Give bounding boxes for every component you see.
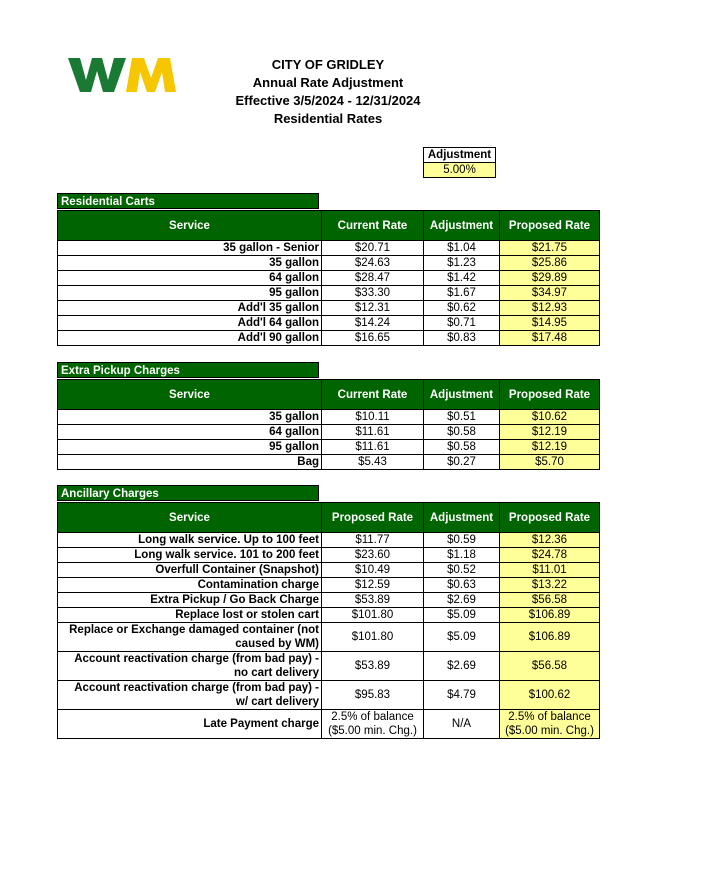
adjustment-cell: $1.67	[424, 286, 500, 301]
rate-cell: $53.89	[322, 593, 424, 608]
ancillary-section-title: Ancillary Charges	[57, 485, 319, 501]
extra-pickup-table	[57, 379, 600, 470]
residential-table	[57, 210, 600, 346]
table-row	[58, 563, 600, 578]
doc-title: Annual Rate Adjustment	[252, 75, 404, 90]
adjustment-cell: $0.51	[424, 410, 500, 425]
table-header-row	[58, 211, 600, 241]
proposed-rate-cell: $56.58	[500, 652, 600, 681]
table-row	[58, 548, 600, 563]
rate-cell: $101.80	[322, 608, 424, 623]
proposed-rate-cell: $106.89	[500, 623, 600, 652]
table-row	[58, 652, 600, 681]
service-cell: Add'l 35 gallon	[58, 301, 322, 316]
table-row	[58, 241, 600, 256]
table-row	[58, 440, 600, 455]
proposed-rate-cell: $11.01	[500, 563, 600, 578]
residential-section-title: Residential Carts	[57, 193, 319, 209]
column-header: Service	[58, 211, 322, 241]
rate-cell: $11.61	[322, 440, 424, 455]
table-row	[58, 710, 600, 739]
service-cell: Add'l 90 gallon	[58, 331, 322, 346]
proposed-rate-cell: $10.62	[500, 410, 600, 425]
table-row	[58, 425, 600, 440]
service-cell: Overfull Container (Snapshot)	[58, 563, 322, 578]
rate-cell: $24.63	[322, 256, 424, 271]
proposed-rate-cell: $13.22	[500, 578, 600, 593]
service-cell: Extra Pickup / Go Back Charge	[58, 593, 322, 608]
table-row	[58, 578, 600, 593]
table-row	[58, 455, 600, 470]
table-row	[58, 410, 600, 425]
logo-m	[126, 58, 176, 92]
adjustment-cell: $5.09	[424, 623, 500, 652]
adjustment-cell: $0.62	[424, 301, 500, 316]
logo-w	[68, 58, 126, 92]
service-cell: Late Payment charge	[58, 710, 322, 739]
adjustment-cell: $4.79	[424, 681, 500, 710]
proposed-rate-cell: $21.75	[500, 241, 600, 256]
rate-cell: $95.83	[322, 681, 424, 710]
adjustment-cell: $1.18	[424, 548, 500, 563]
service-cell: 95 gallon	[58, 440, 322, 455]
table-row	[58, 256, 600, 271]
rate-cell: $101.80	[322, 623, 424, 652]
table-row	[58, 623, 600, 652]
effective-dates: Effective 3/5/2024 - 12/31/2024	[235, 93, 421, 108]
adjustment-cell: $0.58	[424, 425, 500, 440]
proposed-rate-cell: $5.70	[500, 455, 600, 470]
table-row	[58, 271, 600, 286]
service-cell: Long walk service. 101 to 200 feet	[58, 548, 322, 563]
adjustment-cell: $0.71	[424, 316, 500, 331]
service-cell: 95 gallon	[58, 286, 322, 301]
adjustment-cell: $0.27	[424, 455, 500, 470]
adjustment-value: 5.00%	[424, 163, 496, 178]
table-header-row	[58, 380, 600, 410]
rate-cell: $20.71	[322, 241, 424, 256]
table-row	[58, 316, 600, 331]
proposed-rate-cell: $34.97	[500, 286, 600, 301]
proposed-rate-cell: $25.86	[500, 256, 600, 271]
rate-cell: $28.47	[322, 271, 424, 286]
proposed-rate-cell: $100.62	[500, 681, 600, 710]
table-row	[58, 286, 600, 301]
adjustment-cell: $0.83	[424, 331, 500, 346]
service-cell: Account reactivation charge (from bad pay) - no cart delivery	[58, 652, 322, 681]
wm-logo	[68, 58, 188, 92]
adjustment-cell: $5.09	[424, 608, 500, 623]
table-row	[58, 301, 600, 316]
proposed-rate-cell: 2.5% of balance ($5.00 min. Chg.)	[500, 710, 600, 739]
column-header: Proposed Rate	[500, 503, 600, 533]
proposed-rate-cell: $29.89	[500, 271, 600, 286]
rate-cell: $53.89	[322, 652, 424, 681]
rate-cell: $12.31	[322, 301, 424, 316]
rate-cell: $10.11	[322, 410, 424, 425]
rate-cell: 2.5% of balance ($5.00 min. Chg.)	[322, 710, 424, 739]
rate-cell: $11.61	[322, 425, 424, 440]
table-row	[58, 593, 600, 608]
proposed-rate-cell: $24.78	[500, 548, 600, 563]
proposed-rate-cell: $12.19	[500, 440, 600, 455]
service-cell: 64 gallon	[58, 425, 322, 440]
adjustment-cell: $2.69	[424, 652, 500, 681]
rate-category: Residential Rates	[273, 111, 383, 126]
proposed-rate-cell: $106.89	[500, 608, 600, 623]
adjustment-cell: $1.23	[424, 256, 500, 271]
adjustment-cell: N/A	[424, 710, 500, 739]
adjustment-cell: $1.04	[424, 241, 500, 256]
column-header: Adjustment	[424, 380, 500, 410]
table-row	[58, 533, 600, 548]
service-cell: Long walk service. Up to 100 feet	[58, 533, 322, 548]
adjustment-cell: $0.58	[424, 440, 500, 455]
rate-cell: $33.30	[322, 286, 424, 301]
column-header: Adjustment	[424, 211, 500, 241]
proposed-rate-cell: $12.19	[500, 425, 600, 440]
adjustment-cell: $0.59	[424, 533, 500, 548]
proposed-rate-cell: $14.95	[500, 316, 600, 331]
service-cell: Account reactivation charge (from bad pay) - w/ cart delivery	[58, 681, 322, 710]
adjustment-cell: $1.42	[424, 271, 500, 286]
proposed-rate-cell: $56.58	[500, 593, 600, 608]
column-header: Adjustment	[424, 503, 500, 533]
extra-section-title: Extra Pickup Charges	[57, 362, 319, 378]
column-header: Service	[58, 380, 322, 410]
document-header	[200, 56, 456, 128]
service-cell: Replace lost or stolen cart	[58, 608, 322, 623]
column-header: Current Rate	[322, 380, 424, 410]
rate-cell: $10.49	[322, 563, 424, 578]
adjustment-cell: $0.63	[424, 578, 500, 593]
table-header-row	[58, 503, 600, 533]
column-header: Proposed Rate	[500, 380, 600, 410]
column-header: Proposed Rate	[322, 503, 424, 533]
proposed-rate-cell: $12.93	[500, 301, 600, 316]
adjustment-box	[423, 147, 496, 178]
service-cell: 35 gallon	[58, 410, 322, 425]
service-cell: Add'l 64 gallon	[58, 316, 322, 331]
service-cell: Replace or Exchange damaged container (not caused by WM)	[58, 623, 322, 652]
city-name: CITY OF GRIDLEY	[271, 57, 385, 72]
adjustment-cell: $0.52	[424, 563, 500, 578]
service-cell: Bag	[58, 455, 322, 470]
table-row	[58, 681, 600, 710]
column-header: Service	[58, 503, 322, 533]
proposed-rate-cell: $17.48	[500, 331, 600, 346]
adjustment-cell: $2.69	[424, 593, 500, 608]
rate-cell: $11.77	[322, 533, 424, 548]
rate-cell: $12.59	[322, 578, 424, 593]
ancillary-table	[57, 502, 600, 739]
table-row	[58, 331, 600, 346]
rate-cell: $23.60	[322, 548, 424, 563]
service-cell: 35 gallon - Senior	[58, 241, 322, 256]
rate-cell: $5.43	[322, 455, 424, 470]
proposed-rate-cell: $12.36	[500, 533, 600, 548]
column-header: Current Rate	[322, 211, 424, 241]
service-cell: 64 gallon	[58, 271, 322, 286]
service-cell: Contamination charge	[58, 578, 322, 593]
rate-cell: $14.24	[322, 316, 424, 331]
adjustment-label: Adjustment	[424, 148, 496, 163]
service-cell: 35 gallon	[58, 256, 322, 271]
table-row	[58, 608, 600, 623]
column-header: Proposed Rate	[500, 211, 600, 241]
rate-cell: $16.65	[322, 331, 424, 346]
